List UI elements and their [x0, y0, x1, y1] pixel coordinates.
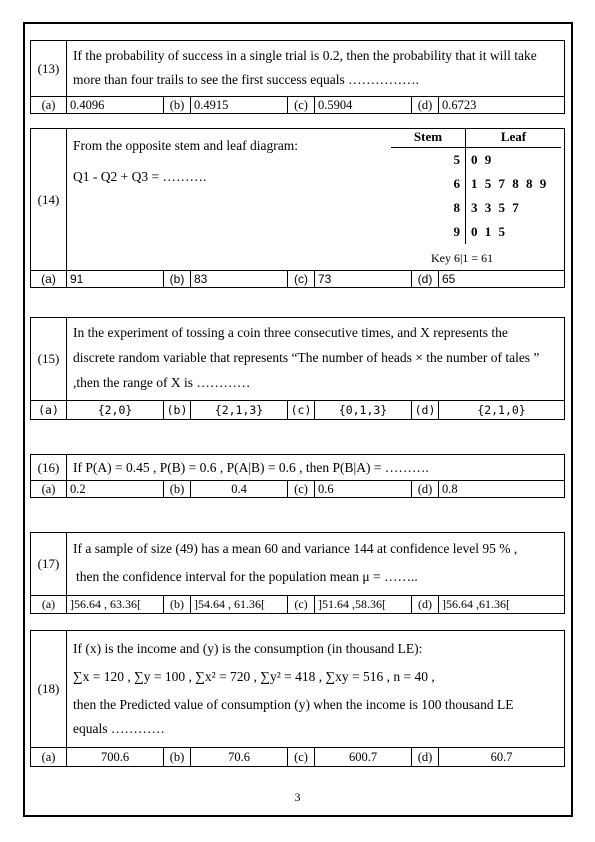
leaf-values: 0 1 5 [471, 224, 507, 239]
option-label: (c) [288, 481, 315, 497]
answer-row [31, 97, 564, 113]
option-label: (b) [164, 97, 191, 113]
stem-leaf-diagram [391, 129, 561, 265]
question-text-line: then the Predicted value of consumption (y) when the income is 100 thousand LE [73, 697, 514, 712]
question-18 [30, 630, 565, 767]
stem-header: Stem [391, 129, 466, 147]
option-a[interactable]: ]56.64 , 63.36[ [67, 596, 164, 613]
option-a[interactable]: 91 [67, 271, 164, 287]
option-c[interactable]: 600.7 [315, 748, 412, 766]
option-b[interactable]: 0.4 [191, 481, 288, 497]
option-label: (d) [412, 97, 439, 113]
question-number: (14) [31, 129, 67, 270]
option-label: (d) [412, 596, 439, 613]
option-d[interactable]: 65 [442, 272, 456, 286]
question-number: (17) [31, 533, 67, 595]
option-label: (a) [31, 481, 67, 497]
option-d[interactable]: 0.8 [442, 482, 458, 496]
option-a[interactable]: 0.2 [67, 481, 164, 497]
question-text-line: If P(A) = 0.45 , P(B) = 0.6 , P(A|B) = 0.6 , then P(B|A) = ………. [73, 460, 429, 475]
question-text-line: If (x) is the income and (y) is the consumption (in thousand LE): [73, 641, 423, 656]
option-b[interactable]: 70.6 [191, 748, 288, 766]
stem-leaf-row [391, 196, 561, 220]
question-text-line: more than four trails to see the first success equals ……………. [73, 72, 420, 87]
stem-leaf-key: Key 6|1 = 61 [431, 251, 494, 265]
question-13 [30, 40, 565, 114]
option-c[interactable]: 0.5904 [315, 97, 412, 113]
answer-row [31, 481, 564, 497]
option-a[interactable]: 0.4096 [67, 97, 164, 113]
option-b[interactable]: ]54.64 , 61.36[ [191, 596, 288, 613]
question-text-line: Q1 - Q2 + Q3 = ………. [73, 169, 207, 184]
option-c[interactable]: {0,1,3} [315, 401, 412, 419]
answer-row [31, 271, 564, 287]
question-14 [30, 128, 565, 288]
question-number: (15) [31, 318, 67, 400]
option-label: (c) [288, 401, 315, 419]
question-number: (13) [31, 41, 67, 96]
question-16 [30, 454, 565, 498]
option-label: (d) [412, 401, 439, 419]
option-label: (b) [164, 748, 191, 766]
option-b[interactable]: 83 [191, 271, 288, 287]
answer-row [31, 748, 564, 766]
option-c[interactable]: ]51.64 ,58.36[ [315, 596, 412, 613]
option-d[interactable]: 60.7 [490, 750, 513, 764]
option-b[interactable]: {2,1,3} [191, 401, 288, 419]
option-label: (c) [288, 596, 315, 613]
answer-row [31, 401, 564, 419]
option-label: (d) [412, 481, 439, 497]
leaf-values: 0 9 [471, 152, 494, 167]
option-label: (c) [288, 97, 315, 113]
leaf-values: 3 3 5 7 [471, 200, 521, 215]
option-c[interactable]: 73 [315, 271, 412, 287]
question-text-line: equals ………… [73, 721, 165, 736]
question-text-line: If a sample of size (49) has a mean 60 and variance 144 at confidence level 95 % , [73, 541, 518, 556]
question-text-line: ,then the range of X is ………… [73, 375, 251, 390]
question-text-line: discrete random variable that represents “The number of heads × the number of tales ” [73, 350, 540, 365]
stem-value: 6 [391, 172, 466, 196]
stem-value: 5 [391, 148, 466, 172]
option-label: (b) [164, 596, 191, 613]
option-label: (d) [412, 748, 439, 766]
option-label: (a) [31, 401, 67, 419]
answer-row [31, 596, 564, 613]
leaf-values: 1 5 7 8 8 9 [471, 176, 549, 191]
question-text-line: From the opposite stem and leaf diagram: [73, 138, 298, 153]
stem-value: 9 [391, 220, 466, 244]
stem-leaf-row [391, 148, 561, 172]
question-text-line: In the experiment of tossing a coin three consecutive times, and X represents the [73, 325, 508, 340]
leaf-header: Leaf [500, 129, 527, 144]
question-text-line: then the confidence interval for the population mean μ = …….. [76, 569, 418, 584]
option-label: (b) [164, 271, 191, 287]
question-17 [30, 532, 565, 614]
option-c[interactable]: 0.6 [315, 481, 412, 497]
option-d[interactable]: {2,1,0} [477, 403, 526, 417]
question-number: (16) [31, 455, 67, 480]
option-label: (a) [31, 596, 67, 613]
option-label: (b) [164, 401, 191, 419]
option-b[interactable]: 0.4915 [191, 97, 288, 113]
option-a[interactable]: 700.6 [67, 748, 164, 766]
option-label: (c) [288, 748, 315, 766]
option-d[interactable]: 0.6723 [442, 98, 477, 112]
option-label: (a) [31, 271, 67, 287]
option-label: (b) [164, 481, 191, 497]
option-label: (c) [288, 271, 315, 287]
question-15 [30, 317, 565, 420]
option-label: (a) [31, 97, 67, 113]
stem-leaf-row [391, 172, 561, 196]
question-text-line: ∑x = 120 , ∑y = 100 , ∑x² = 720 , ∑y² = 418 , ∑xy = 516 , n = 40 , [73, 669, 435, 684]
option-label: (d) [412, 271, 439, 287]
option-d[interactable]: ]56.64 ,61.36[ [442, 597, 510, 611]
question-number: (18) [31, 631, 67, 747]
stem-leaf-row [391, 220, 561, 244]
option-a[interactable]: {2,0} [67, 401, 164, 419]
option-label: (a) [31, 748, 67, 766]
page-number: 3 [294, 790, 301, 804]
question-text-line: If the probability of success in a single trial is 0.2, then the probability that it will take [73, 48, 537, 63]
stem-value: 8 [391, 196, 466, 220]
